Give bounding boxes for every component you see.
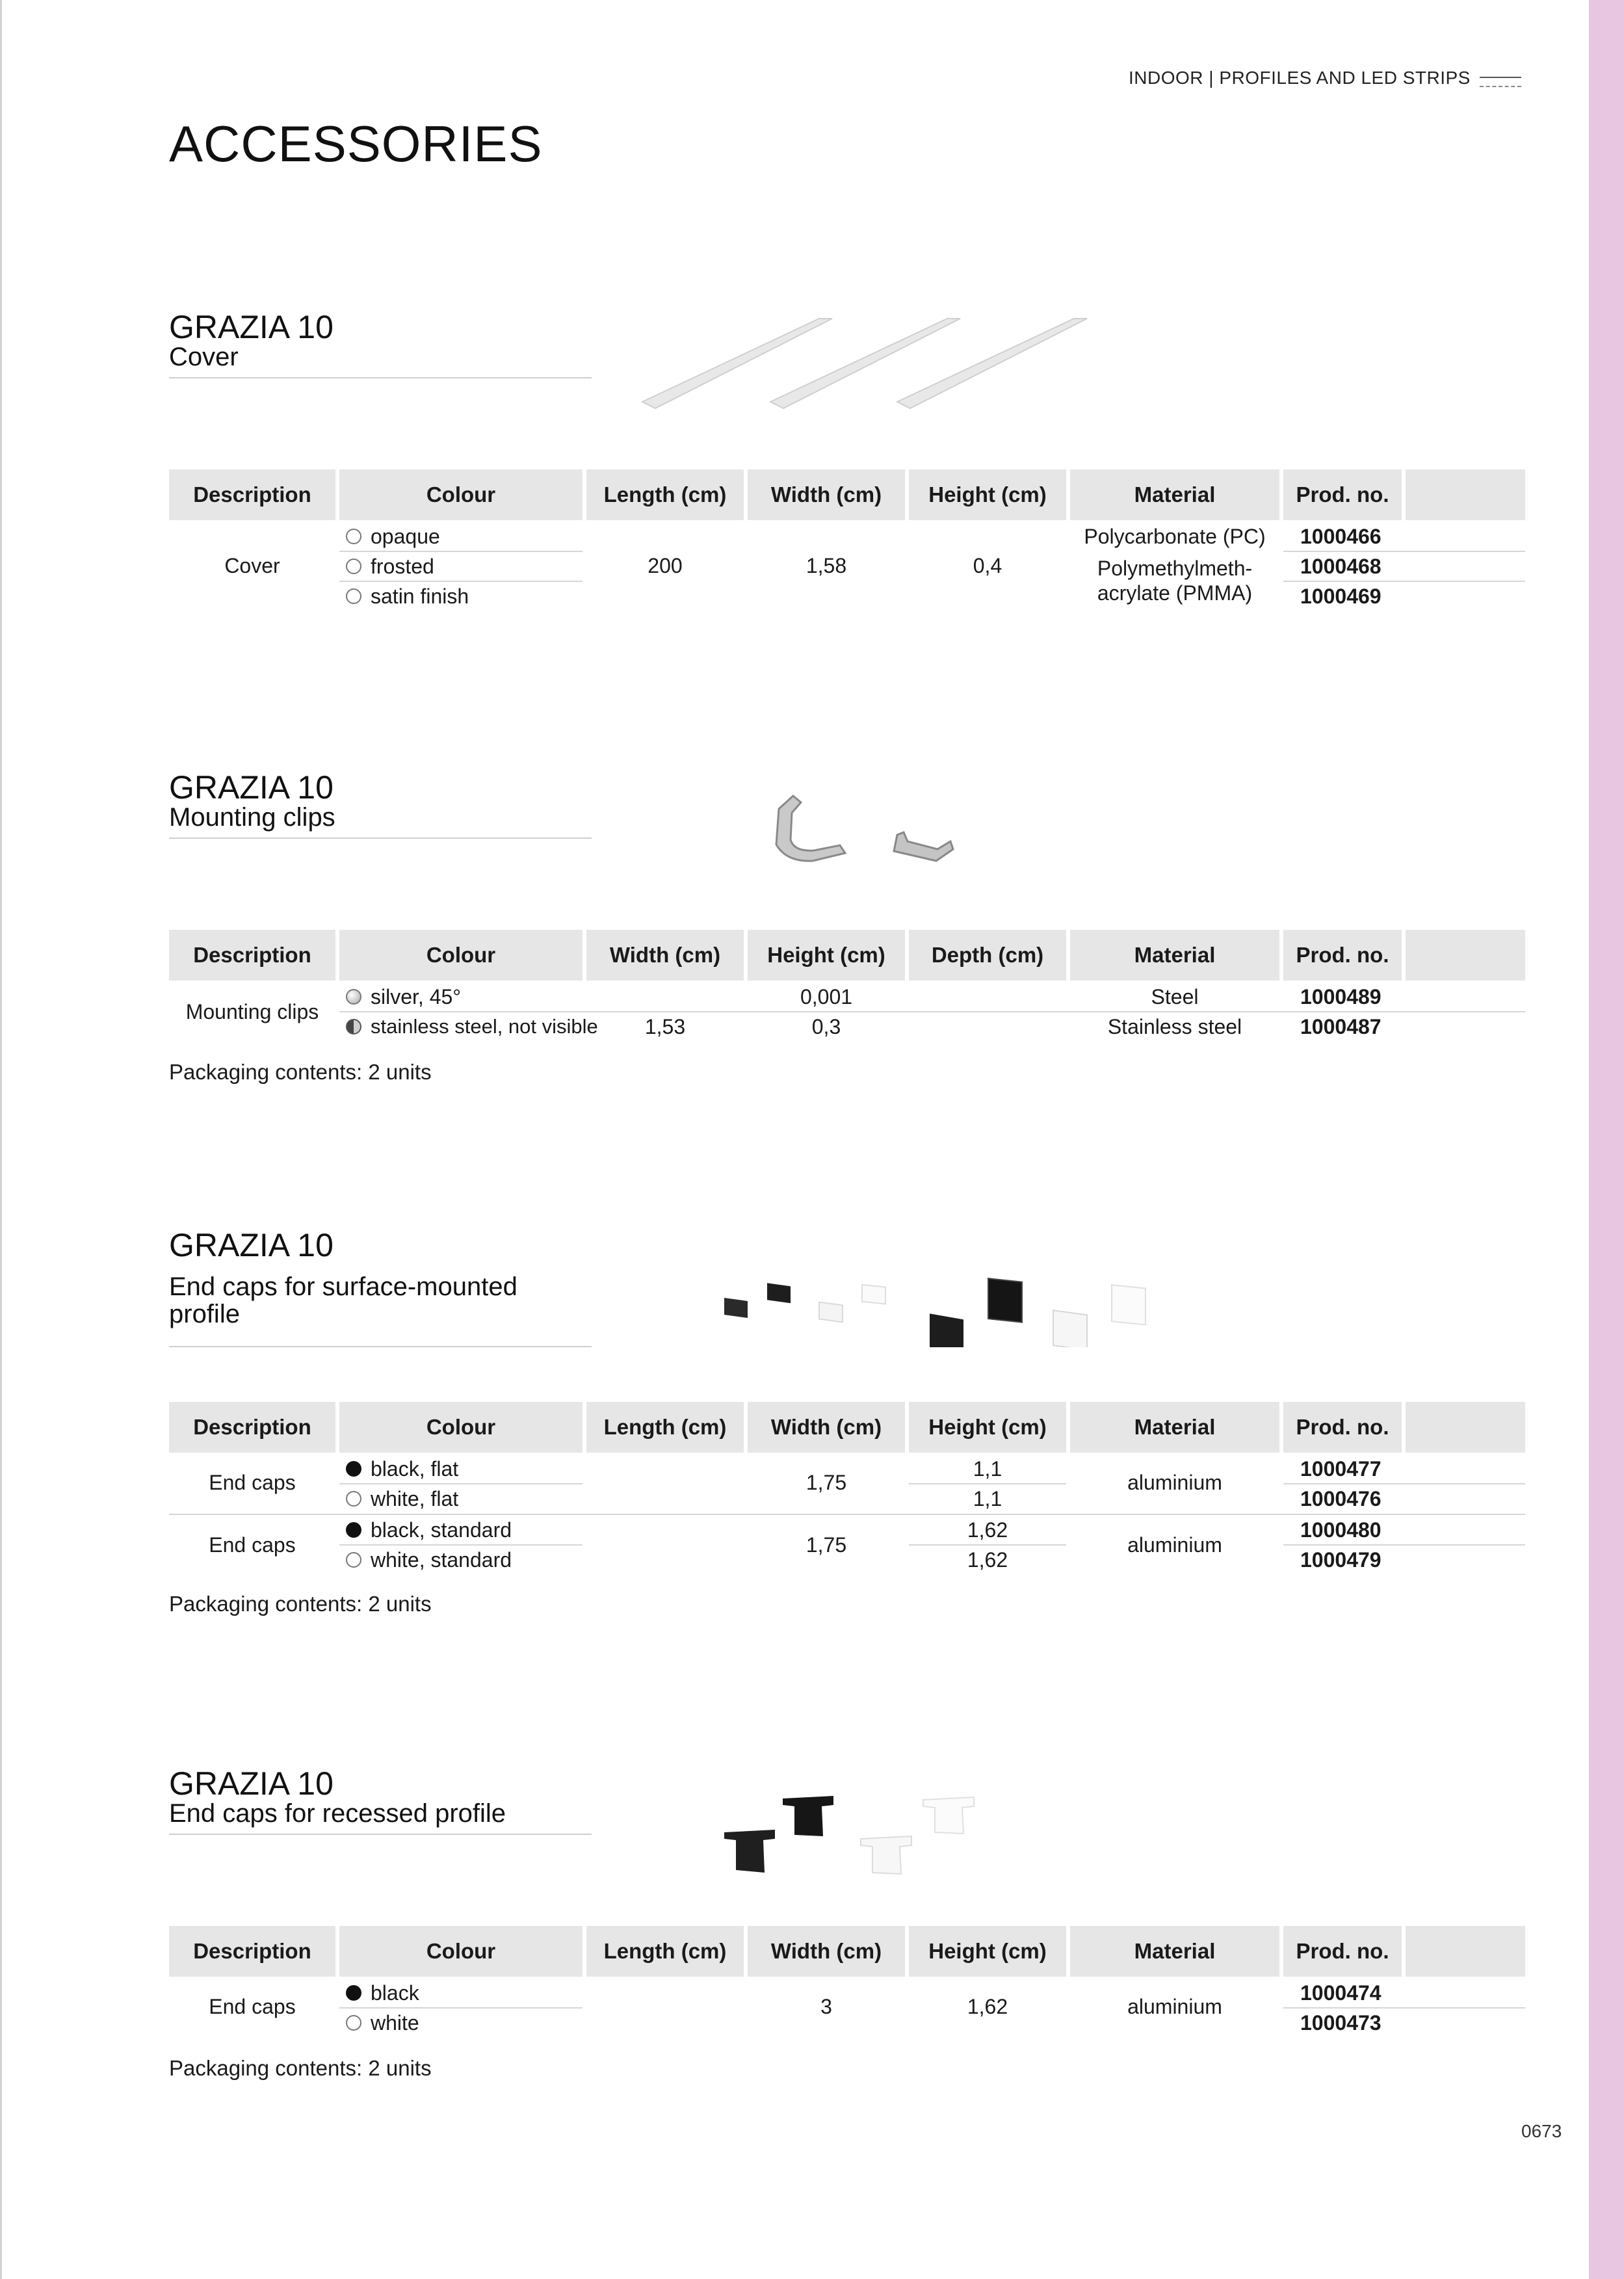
cell-material: Steel <box>1151 985 1199 1008</box>
col-header-length: Length (cm) <box>586 469 744 520</box>
colour-label: white <box>371 2010 419 2035</box>
col-header-material: Material <box>1070 930 1279 981</box>
white-swatch-icon <box>346 1491 361 1507</box>
col-header-material: Material <box>1070 1926 1279 1977</box>
colour-option <box>346 1979 419 2007</box>
spec-table-mounting-clips <box>169 930 1525 1046</box>
cell-height: 1,62 <box>967 1518 1008 1542</box>
col-header-height: Height (cm) <box>748 930 905 981</box>
row-divider <box>339 1011 1525 1012</box>
cell-description: End caps <box>209 1995 296 2018</box>
col-header-colour: Colour <box>339 1926 583 1977</box>
cell-description: End caps <box>209 1533 296 1557</box>
cell-description: End caps <box>209 1471 296 1494</box>
col-header-width: Width (cm) <box>748 1402 905 1453</box>
prod-no: 1000476 <box>1300 1486 1382 1510</box>
prod-no: 1000473 <box>1300 2010 1382 2035</box>
row-divider <box>339 1483 583 1484</box>
white-swatch-icon <box>346 2015 361 2031</box>
cell-height: 0,4 <box>973 554 1002 577</box>
white-swatch-icon <box>346 588 361 604</box>
col-header-description: Description <box>169 1926 335 1977</box>
product-subtitle: End caps for surface-mounted profile <box>169 1272 517 1328</box>
page-number: 0673 <box>1521 2121 1562 2141</box>
col-header-prod-no: Prod. no. <box>1283 1402 1402 1453</box>
strip-icon <box>1480 77 1521 87</box>
col-header-description: Description <box>169 1402 335 1453</box>
white-swatch-icon <box>346 529 361 544</box>
col-header-colour: Colour <box>339 930 583 981</box>
col-header-width: Width (cm) <box>748 469 905 520</box>
col-header-depth: Depth (cm) <box>909 930 1066 981</box>
col-header-height: Height (cm) <box>909 1402 1066 1453</box>
cell-material: Polymethylmeth- acrylate (PMMA) <box>1097 557 1253 605</box>
cell-height: 0,3 <box>811 1015 841 1038</box>
category-color-band <box>1589 0 1624 2279</box>
cell-width: 3 <box>820 1995 832 2018</box>
row-divider <box>339 581 583 582</box>
row-divider <box>1283 1544 1525 1546</box>
white-swatch-icon <box>346 559 361 574</box>
black-swatch-icon <box>346 1522 361 1538</box>
col-header-description: Description <box>169 930 335 981</box>
end-caps-surface-image <box>715 1250 1339 1347</box>
cell-height: 0,001 <box>800 985 853 1008</box>
col-header-height: Height (cm) <box>909 1926 1066 1977</box>
packaging-contents: Packaging contents: 2 units <box>169 1592 432 1616</box>
row-divider <box>1283 551 1525 552</box>
prod-no: 1000469 <box>1300 584 1382 608</box>
cell-description: Mounting clips <box>185 1000 319 1023</box>
col-header-prod-no: Prod. no. <box>1283 930 1402 981</box>
mounting-clips-image <box>761 789 969 880</box>
spec-table-cover <box>169 469 1525 614</box>
product-name: GRAZIA 10 <box>169 1765 334 1802</box>
col-header-material: Material <box>1070 469 1279 520</box>
spec-table-end-caps-surface <box>169 1402 1525 1577</box>
colour-label: black, flat <box>371 1456 459 1481</box>
col-header-prod-no: Prod. no. <box>1283 1926 1402 1977</box>
white-swatch-icon <box>346 1552 361 1568</box>
cell-description: Cover <box>224 554 280 577</box>
col-header-description: Description <box>169 469 335 520</box>
prod-no: 1000480 <box>1300 1518 1382 1542</box>
spec-table-end-caps-recessed <box>169 1926 1525 2042</box>
colour-label: silver, 45° <box>371 984 462 1008</box>
colour-option <box>346 983 461 1010</box>
row-divider <box>909 1544 1066 1546</box>
col-header-blank <box>1406 469 1525 520</box>
cell-material: aluminium <box>1127 1533 1222 1557</box>
colour-label: black, standard <box>371 1518 512 1542</box>
colour-option <box>346 523 440 550</box>
row-divider <box>909 1483 1066 1484</box>
product-subtitle: Mounting clips <box>169 803 335 832</box>
end-caps-recessed-image <box>722 1793 1060 1897</box>
cell-height: 1,1 <box>973 1487 1002 1510</box>
product-subtitle: End caps for recessed profile <box>169 1799 506 1828</box>
section-title <box>169 311 592 378</box>
cell-material: aluminium <box>1127 1471 1222 1494</box>
section-title <box>169 1767 592 1835</box>
colour-label: satin finish <box>371 584 469 608</box>
page-title: ACCESSORIES <box>169 115 543 172</box>
product-subtitle: Cover <box>169 343 239 371</box>
cell-height: 1,1 <box>973 1457 1002 1481</box>
packaging-contents: Packaging contents: 2 units <box>169 1060 432 1084</box>
row-divider <box>339 2007 583 2009</box>
cell-length: 200 <box>648 554 683 577</box>
colour-label: white, standard <box>371 1548 512 1572</box>
col-header-width: Width (cm) <box>586 930 744 981</box>
colour-option <box>346 1455 458 1482</box>
product-name: GRAZIA 10 <box>169 309 334 345</box>
colour-option <box>346 1546 512 1574</box>
col-header-length: Length (cm) <box>586 1926 744 1977</box>
col-header-colour: Colour <box>339 469 583 520</box>
cell-material: Stainless steel <box>1107 1015 1242 1038</box>
packaging-contents: Packaging contents: 2 units <box>169 2056 432 2080</box>
row-divider <box>339 551 583 552</box>
row-divider <box>1283 1483 1525 1484</box>
colour-option <box>346 583 469 610</box>
colour-option <box>346 1516 512 1544</box>
col-header-blank <box>1406 1926 1525 1977</box>
colour-option <box>346 1485 458 1512</box>
col-header-length: Length (cm) <box>586 1402 744 1453</box>
col-header-blank <box>1406 1402 1525 1453</box>
col-header-prod-no: Prod. no. <box>1283 469 1402 520</box>
stainless-steel-swatch-icon <box>346 1019 361 1034</box>
category-header: INDOOR | PROFILES AND LED STRIPS <box>1129 68 1471 88</box>
prod-no: 1000474 <box>1300 1981 1382 2005</box>
section-title <box>169 771 592 839</box>
cell-width: 1,75 <box>805 1533 847 1557</box>
cell-material: Polycarbonate (PC) <box>1084 525 1266 548</box>
prod-no: 1000477 <box>1300 1456 1382 1481</box>
product-name: GRAZIA 10 <box>169 769 334 806</box>
cell-height: 1,62 <box>967 1548 1008 1572</box>
silver-swatch-icon <box>346 989 361 1005</box>
row-divider <box>339 1544 583 1546</box>
row-divider <box>1283 581 1525 582</box>
prod-no: 1000489 <box>1300 984 1382 1008</box>
colour-label: stainless steel, not visible <box>371 1015 598 1038</box>
colour-option <box>346 1013 598 1040</box>
col-header-height: Height (cm) <box>909 469 1066 520</box>
prod-no: 1000468 <box>1300 554 1382 578</box>
cover-product-image <box>637 311 1261 415</box>
col-header-width: Width (cm) <box>748 1926 905 1977</box>
row-divider <box>1283 2007 1525 2009</box>
cell-width: 1,75 <box>805 1471 847 1494</box>
colour-label: opaque <box>371 524 440 548</box>
page-edge-rule <box>0 0 2 2279</box>
section-title <box>169 1217 592 1347</box>
cell-material: aluminium <box>1127 1995 1222 2018</box>
product-name: GRAZIA 10 <box>169 1227 334 1263</box>
colour-label: frosted <box>371 554 434 578</box>
cell-height: 1,62 <box>967 1995 1008 2018</box>
cell-width: 1,58 <box>805 554 847 577</box>
colour-option <box>346 2009 419 2036</box>
colour-label: white, flat <box>371 1486 459 1510</box>
prod-no: 1000487 <box>1300 1014 1382 1038</box>
prod-no: 1000479 <box>1300 1548 1382 1572</box>
col-header-material: Material <box>1070 1402 1279 1453</box>
prod-no: 1000466 <box>1300 524 1382 548</box>
colour-label: black <box>371 1981 419 2005</box>
black-swatch-icon <box>346 1985 361 2001</box>
col-header-colour: Colour <box>339 1402 583 1453</box>
col-header-blank <box>1406 930 1525 981</box>
colour-option <box>346 553 434 580</box>
cell-width: 1,53 <box>644 1015 686 1038</box>
black-swatch-icon <box>346 1461 361 1477</box>
